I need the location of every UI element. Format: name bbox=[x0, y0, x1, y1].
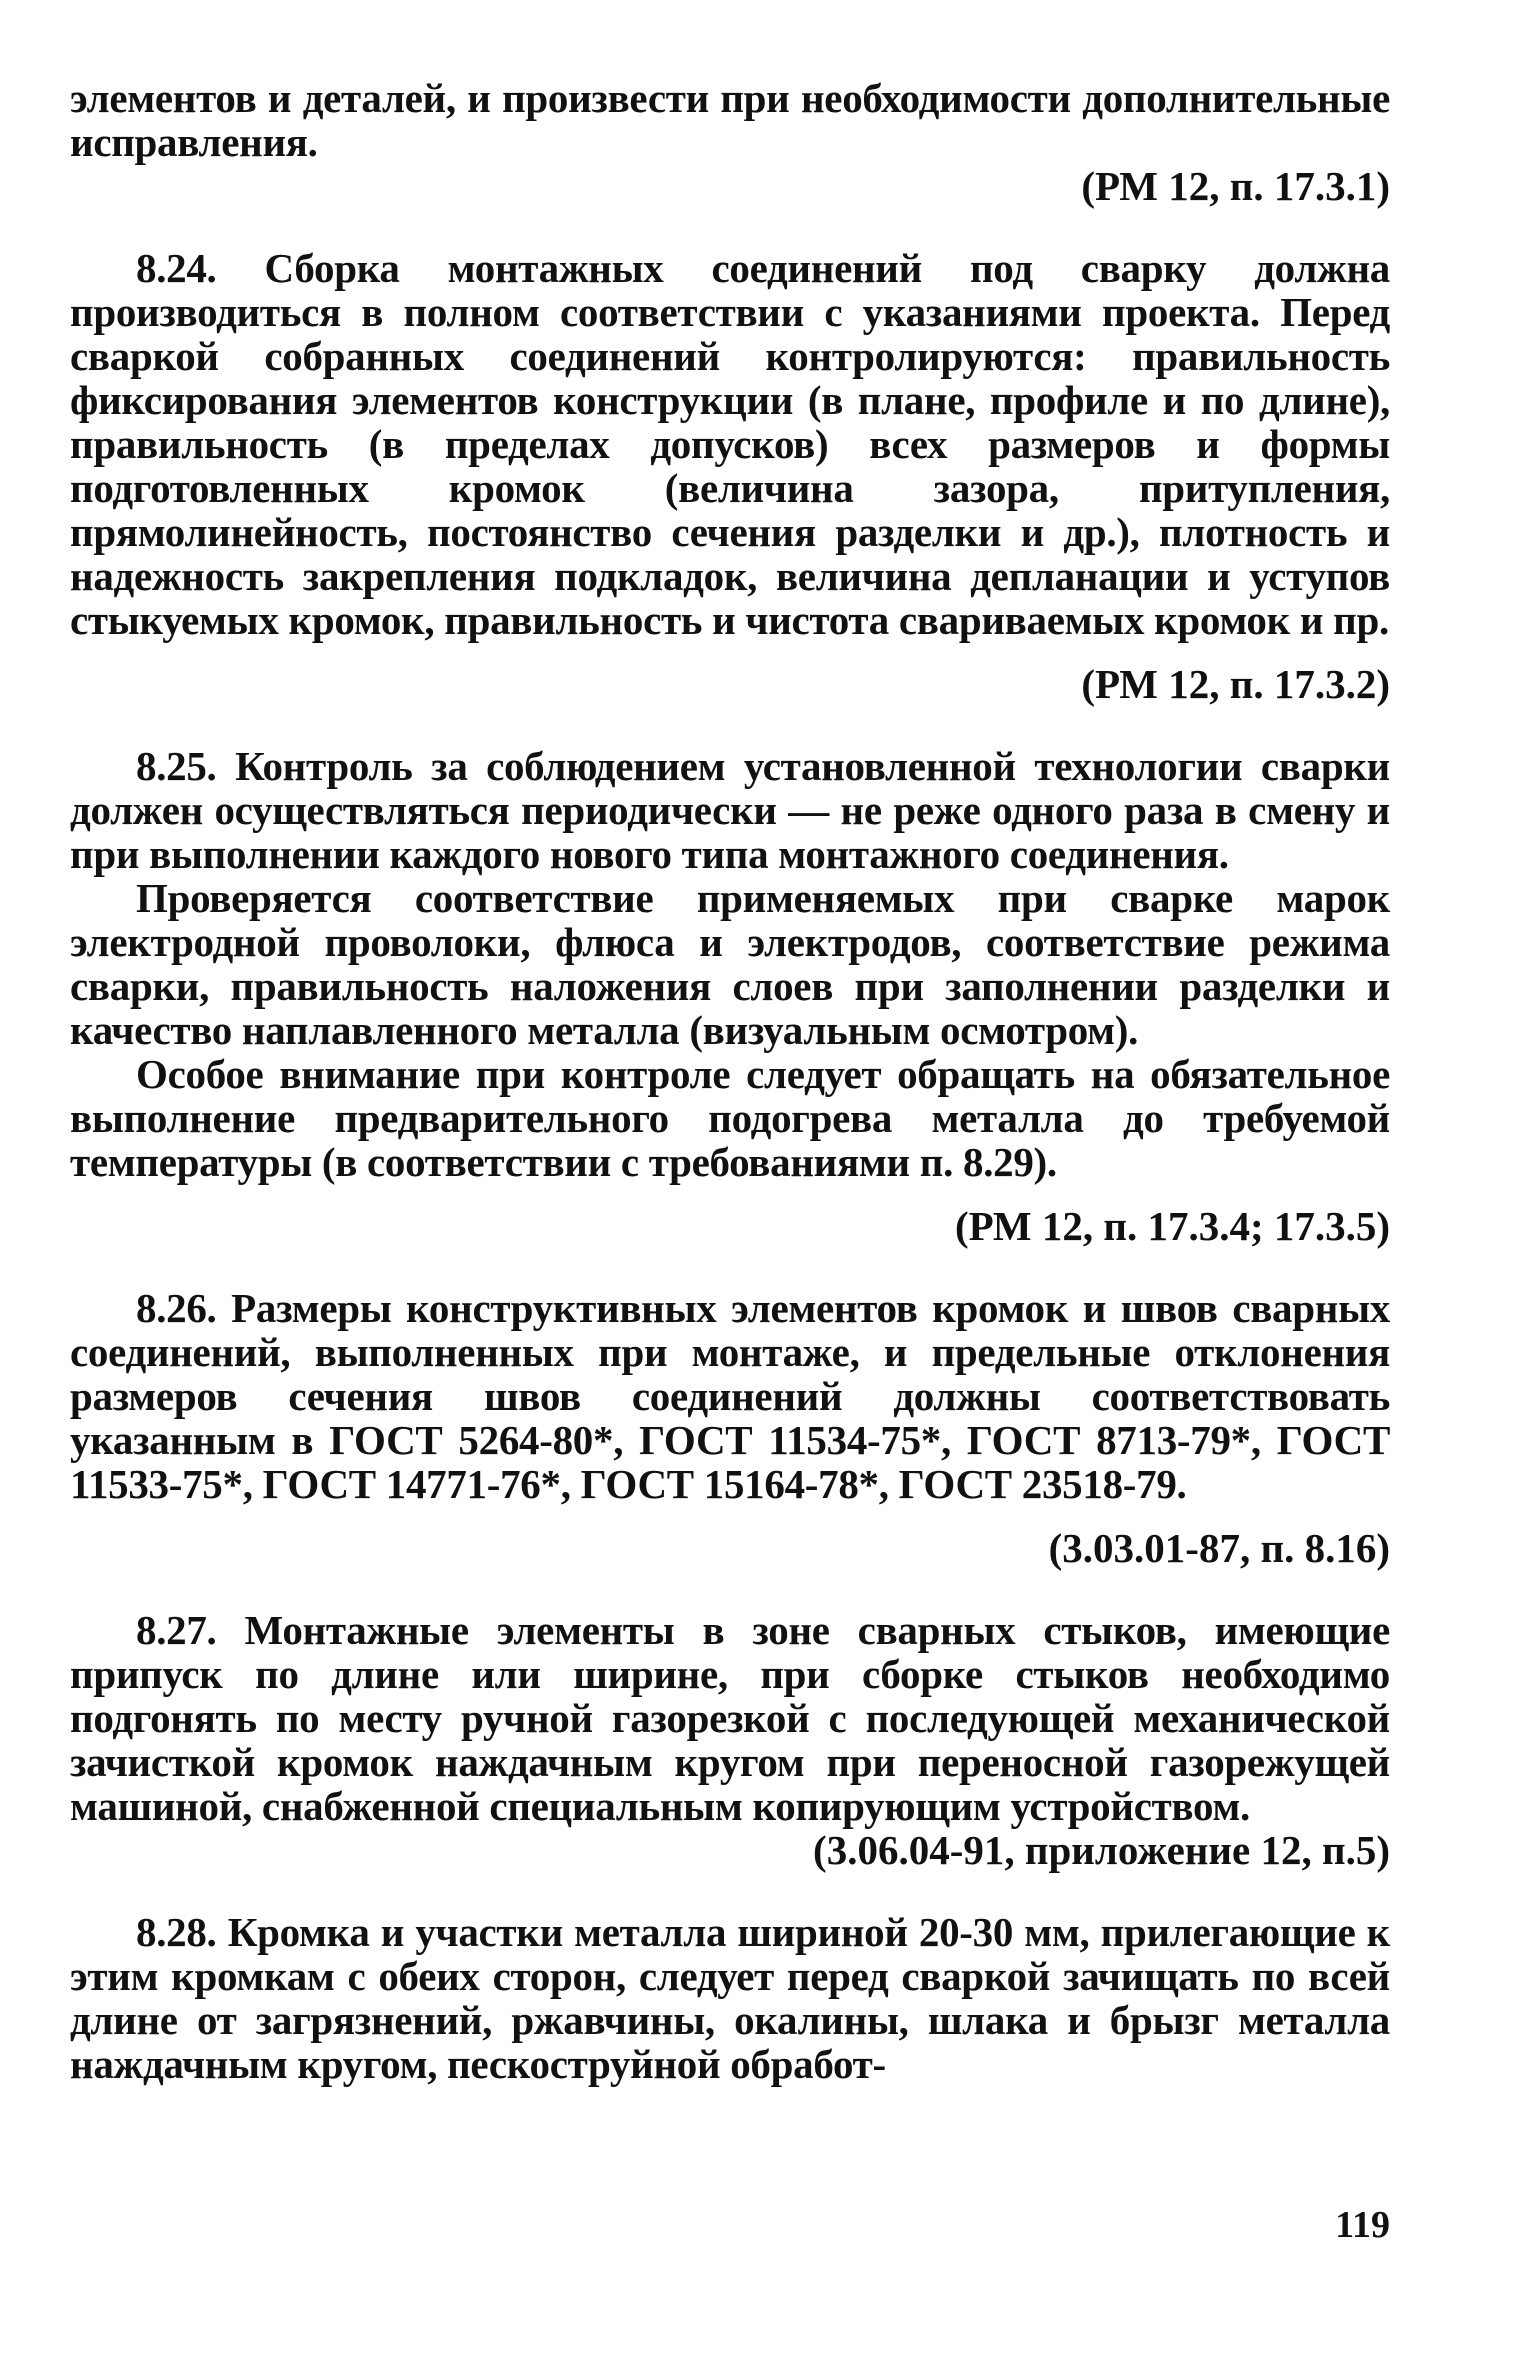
paragraph-8-27: 8.27. Монтажные элементы в зоне сварных стыков, имеющие припуск по длине или ширине, при сборке стыков необходимо подгонять по месту ручной газорезкой с последующей механической зачисткой кромок наждачным кругом при переносной газорежущей машиной, снабженной специальным копирующим устройством. bbox=[70, 1607, 1390, 1829]
paragraph-8-28: 8.28. Кромка и участки металла шириной 20-30 мм, прилегающие к этим кромкам с обеих сторон, следует перед сваркой зачищать по всей длине от загрязнений, ржавчины, окалины, шлака и брызг металла наждачным кругом, пескоструйной обработ- bbox=[70, 1909, 1390, 2087]
paragraph-8-24: 8.24. Сборка монтажных соединений под сварку должна производиться в полном соответствии с указаниями проекта. Перед сваркой собранных соединений контролируются: правильность фиксирования элементов конструкции (в плане, профиле и по длине), правильность (в пределах допусков) всех размеров и формы подготовленных кромок (величина зазора, притупления, прямолинейность, постоянство сечения разделки и др.), плотность и надежность закрепления подкладок, величина депланации и уступов стыкуемых кромок, правильность и чистота свариваемых кромок и пр. bbox=[70, 245, 1390, 643]
paragraph-8-25: 8.25. Контроль за соблюдением установленной технологии сварки должен осуществляться периодически — не реже одного раза в смену и при выполнении каждого нового типа монтажного соединения. bbox=[70, 743, 1390, 877]
paragraph-8-26: 8.26. Размеры конструктивных элементов кромок и швов сварных соединений, выполненных при монтаже, и предельные отклонения размеров сечения швов соединений должны соответствовать указанным в ГОСТ 5264-80*, ГОСТ 11534-75*, ГОСТ 8713-79*, ГОСТ 11533-75*, ГОСТ 14771-76*, ГОСТ 15164-78*, ГОСТ 23518-79. bbox=[70, 1285, 1390, 1507]
page-number: 119 bbox=[1335, 2204, 1390, 2246]
reference-citation: (РМ 12, п. 17.3.2) bbox=[1081, 661, 1390, 707]
paragraph-8-25-attention: Особое внимание при контроле следует обращать на обязательное выполнение предварительного подогрева металла до требуемой температуры (в соответствии с требованиями п. 8.29). bbox=[70, 1051, 1390, 1185]
reference-citation: (3.03.01-87, п. 8.16) bbox=[1048, 1525, 1390, 1571]
reference-citation: (РМ 12, п. 17.3.4; 17.3.5) bbox=[954, 1203, 1390, 1249]
paragraph-8-25-checks: Проверяется соответствие применяемых при сварке марок электродной проволоки, флюса и электродов, соответствие режима сварки, правильность наложения слоев при заполнении разделки и качество наплавленного металла (визуальным осмотром). bbox=[70, 875, 1390, 1053]
paragraph-continuation: элементов и деталей, и произвести при необходимости дополнительные исправления. bbox=[70, 75, 1390, 165]
reference-citation: (РМ 12, п. 17.3.1) bbox=[1081, 163, 1390, 209]
reference-citation: (3.06.04-91, приложение 12, п.5) bbox=[813, 1827, 1390, 1873]
document-page bbox=[70, 76, 1390, 2086]
